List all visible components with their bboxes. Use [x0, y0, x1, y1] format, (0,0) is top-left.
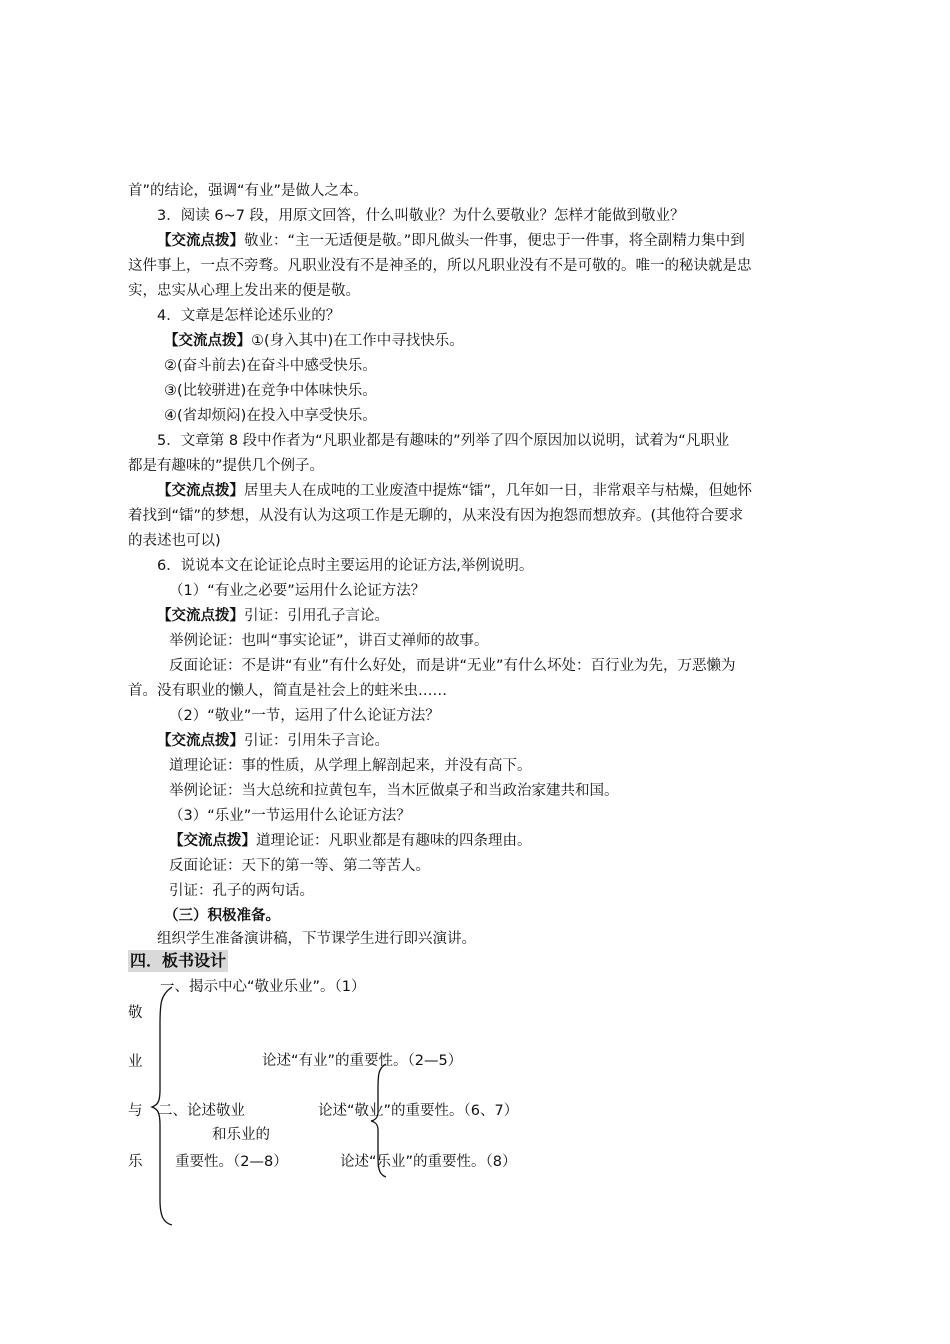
paragraph-line: 实，忠实从心理上发出来的便是敬。: [128, 283, 360, 299]
section-heading: 四．板书设计: [130, 951, 227, 970]
paragraph-line: 的表述也可以): [128, 533, 221, 549]
exchange-tag: 【交流点拨】: [157, 233, 244, 249]
sub-question-1: （1）“有业之必要”运用什么论证方法？: [169, 583, 426, 599]
paragraph-line: 反面论证：天下的第一等、第二等苦人。: [169, 858, 430, 874]
vertical-char: 敬: [128, 1005, 143, 1021]
paragraph-line: 引证：孔子的两句话。: [169, 883, 314, 899]
board-item-2: 二、论述敬业: [158, 1103, 245, 1119]
vertical-char: 乐: [128, 1154, 143, 1170]
list-item: ③(比较骈进)在竞争中体味快乐。: [164, 383, 377, 399]
list-item: ②(奋斗前去)在奋斗中感受快乐。: [164, 358, 377, 374]
board-point-3: 论述“乐业”的重要性。（8）: [340, 1154, 517, 1170]
question-4: 4．文章是怎样论述乐业的？: [157, 308, 341, 324]
question-5: 5．文章第 8 段中作者为“凡职业都是有趣味的”列举了四个原因加以说明，试着为“凡职业: [157, 433, 730, 449]
exchange-tag: 【交流点拨】: [164, 333, 251, 349]
exchange-tag: 【交流点拨】: [157, 483, 244, 499]
answer-4: 【交流点拨】①(身入其中)在工作中寻找快乐。: [164, 333, 464, 349]
paragraph-line: 首”的结论，强调“有业”是做人之本。: [128, 183, 369, 199]
paragraph-line: 组织学生准备演讲稿，下节课学生进行即兴演讲。: [157, 931, 476, 947]
vertical-char: 与: [128, 1103, 143, 1119]
paragraph-line: 都是有趣味的”提供几个例子。: [128, 458, 325, 474]
vertical-char: 业: [128, 1054, 143, 1070]
paragraph-line: 道理论证：事的性质，从学理上解剖起来，并没有高下。: [169, 758, 532, 774]
exchange-tag: 【交流点拨】: [169, 833, 256, 849]
board-item-2-cont: 和乐业的: [212, 1127, 270, 1143]
paragraph-line: 首。没有职业的懒人，简直是社会上的蛀米虫……: [128, 683, 447, 699]
exchange-tag: 【交流点拨】: [157, 608, 244, 624]
board-item-1: 一、揭示中心“敬业乐业”。（1）: [160, 979, 366, 995]
sub-question-2: （2）“敬业”一节，运用了什么论证方法？: [169, 708, 440, 724]
exchange-tag: 【交流点拨】: [157, 733, 244, 749]
answer-6-1: 【交流点拨】引证：引用孔子言论。: [157, 608, 389, 624]
answer-6-2: 【交流点拨】引证：引用朱子言论。: [157, 733, 389, 749]
answer-3: 【交流点拨】敬业：“主一无适便是敬。”即凡做头一件事，便忠于一件事，将全副精力集中到: [157, 233, 745, 249]
board-point-1: 论述“有业”的重要性。（2—5）: [262, 1053, 463, 1069]
answer-6-3: 【交流点拨】道理论证：凡职业都是有趣味的四条理由。: [169, 833, 532, 849]
paragraph-line: 举例论证：也叫“事实论证”，讲百丈禅师的故事。: [169, 633, 489, 649]
board-point-2: 论述“敬业”的重要性。（6、7）: [318, 1103, 519, 1119]
question-6: 6．说说本文在论证论点时主要运用的论证方法,举例说明。: [157, 558, 534, 574]
board-item-2-cont: 重要性。（2—8）: [175, 1154, 288, 1170]
sub-question-3: （3）“乐业”一节运用什么论证方法？: [169, 808, 411, 824]
paragraph-line: 举例论证：当大总统和拉黄包车，当木匠做桌子和当政治家建共和国。: [169, 783, 619, 799]
paragraph-line: 这件事上，一点不旁骛。凡职业没有不是神圣的，所以凡职业没有不是可敬的。唯一的秘诀就是忠: [128, 258, 752, 274]
paragraph-line: 着找到“镭”的梦想，从没有认为这项工作是无聊的，从来没有因为抱怨而想放弃。(其他符合要求: [128, 508, 744, 524]
subsection-heading: （三）积极准备。: [164, 908, 280, 924]
paragraph-line: 反面论证：不是讲“有业”有什么好处，而是讲“无业”有什么坏处：百行业为先，万恶懒为: [169, 658, 736, 674]
question-3: 3．阅读 6~7 段，用原文回答，什么叫敬业？为什么要敬业？怎样才能做到敬业？: [157, 208, 685, 224]
answer-5: 【交流点拨】居里夫人在成吨的工业废渣中提炼“镭”，几年如一日，非常艰辛与枯燥，但她怀: [157, 483, 753, 499]
list-item: ④(省却烦闷)在投入中享受快乐。: [164, 408, 377, 424]
